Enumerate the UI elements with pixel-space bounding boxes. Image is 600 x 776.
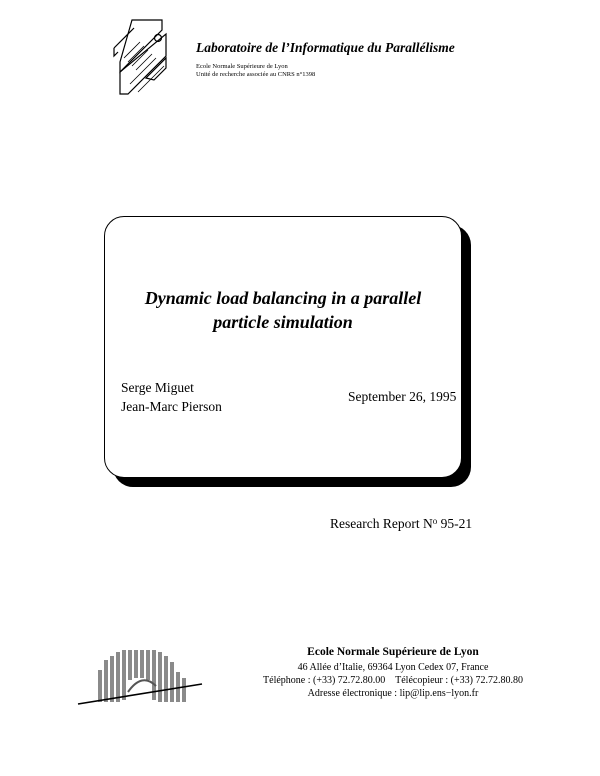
report-title-line2: particle simulation (213, 312, 353, 332)
author-name: Jean-Marc Pierson (121, 399, 222, 414)
institution-address: 46 Allée d’Italie, 69364 Lyon Cedex 07, France (297, 662, 489, 673)
author-name: Serge Miguet (121, 380, 194, 395)
institution-phone-fax: Téléphone : (+33) 72.72.80.00 Télécopieur : (+33) 72.72.80.80 (263, 675, 523, 686)
institution-name: Ecole Normale Supérieure de Lyon (307, 646, 479, 658)
report-number-superscript: o (432, 516, 438, 526)
report-number (330, 516, 472, 532)
lip-logo (110, 18, 172, 96)
ens-lyon-logo (76, 646, 204, 706)
title-box (104, 216, 462, 478)
report-title-line1: Dynamic load balancing in a parallel (144, 288, 422, 308)
report-date: September 26, 1995 (348, 389, 457, 404)
institution-email: Adresse électronique : lip@lip.ens−lyon.fr (307, 688, 479, 699)
lab-subtitle-school: Ecole Normale Supérieure de Lyon (196, 63, 288, 70)
lab-name: Laboratoire de l’Informatique du Parallélisme (196, 40, 455, 55)
report-number-value: 95-21 (437, 516, 473, 531)
lab-subtitle-cnrs: Unité de recherche associée au CNRS n°1398 (196, 71, 316, 78)
report-number-label: Research Report N (330, 516, 433, 531)
